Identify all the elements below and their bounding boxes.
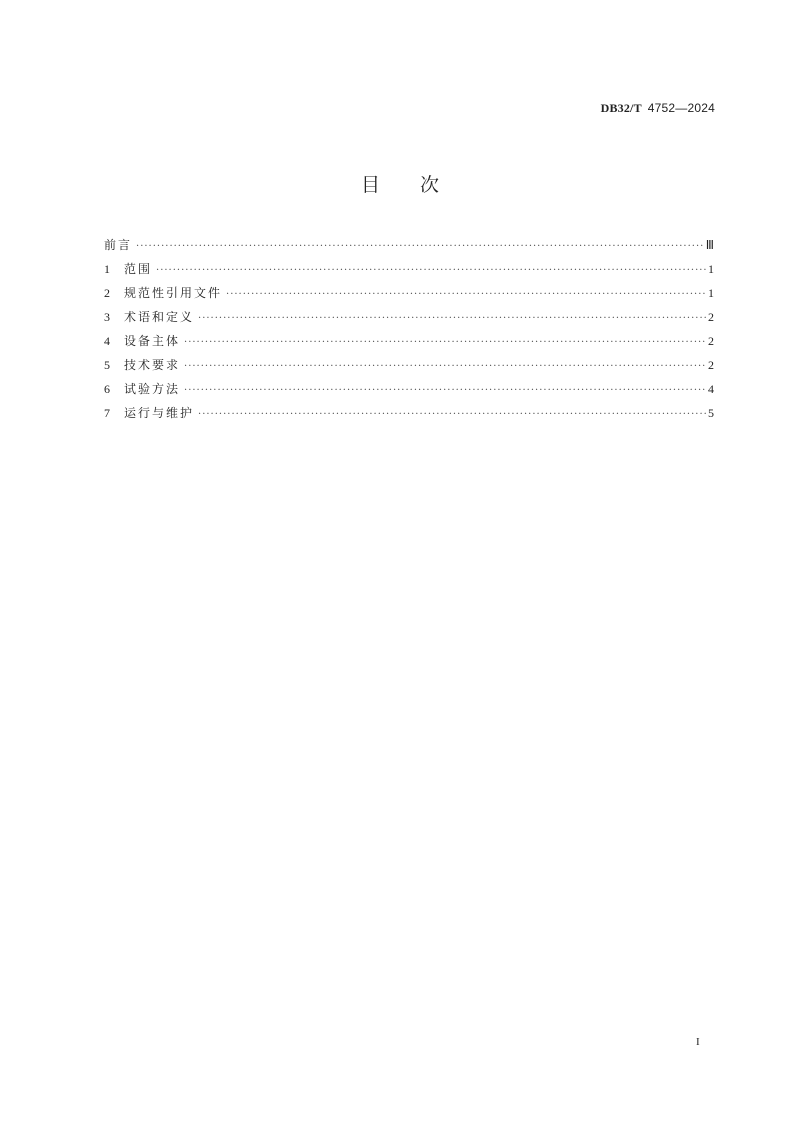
toc-item-title: 规范性引用文件	[124, 286, 223, 300]
page-number: I	[696, 1036, 700, 1048]
toc-item-page: 2	[708, 310, 714, 324]
toc-item-page: Ⅲ	[705, 238, 714, 252]
toc-item-page: 2	[708, 358, 714, 372]
table-of-contents	[104, 236, 714, 428]
toc-item-operation-maintenance[interactable]	[104, 404, 714, 428]
toc-item-title: 范围	[124, 262, 153, 276]
toc-item-normative-references[interactable]	[104, 284, 714, 308]
toc-leader-dots	[198, 313, 707, 324]
standard-code-number: 4752—2024	[647, 101, 715, 115]
toc-item-title: 前言	[104, 238, 133, 252]
toc-item-number: 1	[104, 262, 110, 276]
toc-item-title: 运行与维护	[124, 406, 195, 420]
toc-item-number: 5	[104, 358, 110, 372]
title-char-1: 目	[360, 174, 380, 196]
toc-item-page: 2	[708, 334, 714, 348]
toc-item-terms-definitions[interactable]	[104, 308, 714, 332]
title-char-2: 次	[420, 174, 440, 196]
toc-item-test-methods[interactable]	[104, 380, 714, 404]
toc-item-title: 试验方法	[124, 382, 181, 396]
toc-item-page: 1	[708, 262, 714, 276]
toc-item-foreword[interactable]	[104, 236, 714, 260]
toc-item-number: 7	[104, 406, 110, 420]
page-title	[0, 170, 800, 197]
toc-item-page: 5	[708, 406, 714, 420]
standard-code	[601, 101, 715, 116]
toc-item-title: 术语和定义	[124, 310, 195, 324]
toc-leader-dots	[184, 361, 707, 372]
toc-item-page: 1	[708, 286, 714, 300]
toc-item-number: 3	[104, 310, 110, 324]
toc-item-title: 技术要求	[124, 358, 181, 372]
toc-item-number: 4	[104, 334, 110, 348]
standard-code-prefix: DB32/T	[600, 101, 642, 115]
toc-item-technical-requirements[interactable]	[104, 356, 714, 380]
toc-leader-dots	[198, 409, 707, 420]
toc-leader-dots	[136, 241, 705, 252]
toc-item-title: 设备主体	[124, 334, 181, 348]
toc-item-scope[interactable]	[104, 260, 714, 284]
toc-leader-dots	[156, 265, 707, 276]
toc-leader-dots	[184, 337, 707, 348]
toc-item-number: 6	[104, 382, 110, 396]
toc-item-number: 2	[104, 286, 110, 300]
toc-item-page: 4	[708, 382, 714, 396]
toc-leader-dots	[184, 385, 707, 396]
toc-leader-dots	[226, 289, 707, 300]
toc-item-equipment-body[interactable]	[104, 332, 714, 356]
